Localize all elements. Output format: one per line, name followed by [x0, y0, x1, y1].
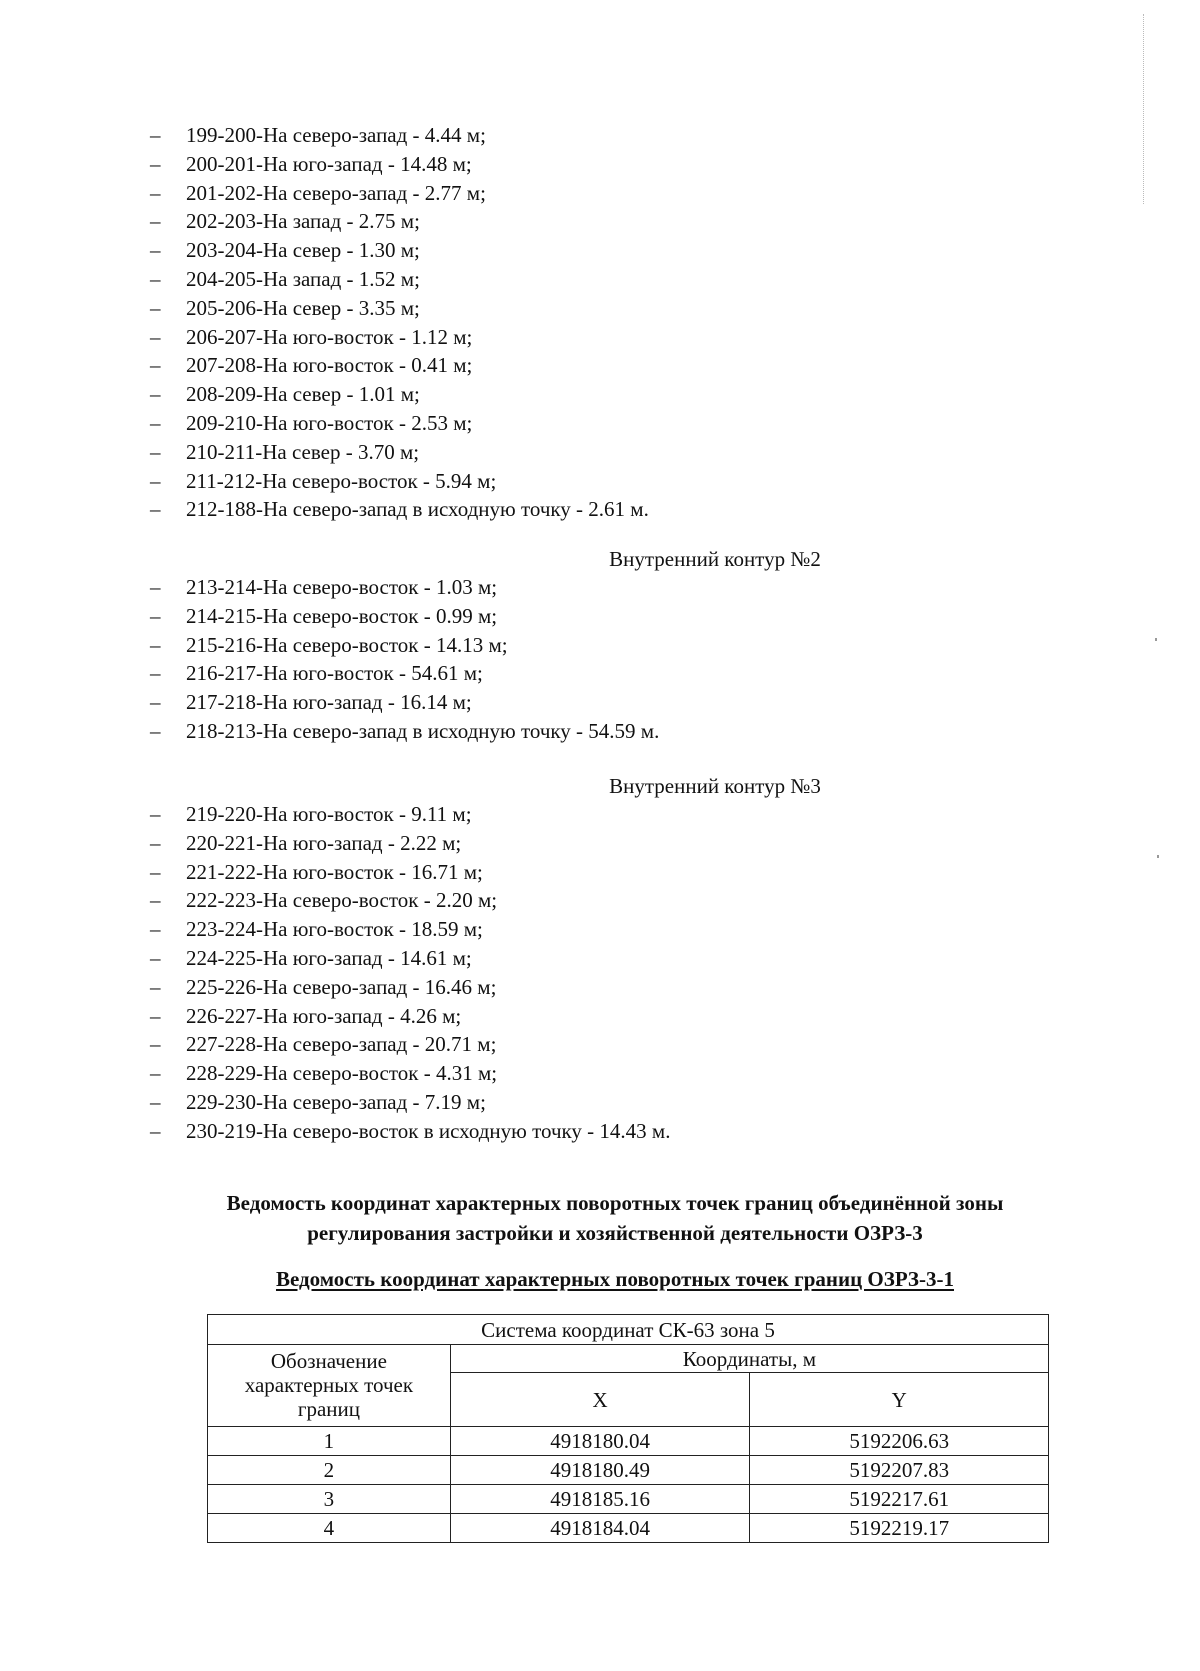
list-dash: – — [150, 439, 161, 464]
list-item-text: 220-221-На юго-запад - 2.22 м; — [186, 830, 462, 855]
list-dash: – — [150, 1061, 161, 1086]
list-item — [150, 573, 950, 602]
list-item — [150, 915, 950, 944]
table-row — [208, 1514, 1049, 1543]
outer-contour-list — [150, 121, 950, 524]
list-item — [150, 351, 950, 380]
list-dash: – — [150, 1118, 161, 1143]
list-dash: – — [150, 575, 161, 599]
scan-margin-artifact — [1139, 14, 1144, 204]
y-value-cell: 5192206.63 — [750, 1427, 1049, 1456]
table-header-row — [208, 1315, 1049, 1345]
contour-2-title: Внутренний контур №2 — [609, 547, 821, 571]
list-dash: – — [150, 888, 161, 913]
list-item — [150, 380, 950, 409]
point-number-cell: 2 — [208, 1456, 451, 1485]
list-item-text: 211-212-На северо-восток - 5.94 м; — [186, 468, 497, 493]
list-dash: – — [150, 410, 161, 435]
list-dash: – — [150, 123, 161, 147]
list-item — [150, 150, 950, 179]
list-dash: – — [150, 859, 161, 884]
contour-2-list — [150, 573, 950, 746]
list-item — [150, 1088, 950, 1117]
contour-3-list — [150, 800, 950, 1146]
list-item-text: 228-229-На северо-восток - 4.31 м; — [186, 1061, 498, 1086]
list-item-text: 222-223-На северо-восток - 2.20 м; — [186, 888, 498, 913]
list-item-text: 204-205-На запад - 1.52 м; — [186, 266, 420, 291]
scan-speck — [1157, 855, 1159, 858]
list-item — [150, 294, 950, 323]
list-item-text: 200-201-На юго-запад - 14.48 м; — [186, 151, 472, 176]
list-item — [150, 688, 950, 717]
y-value-cell: 5192207.83 — [750, 1456, 1049, 1485]
list-item — [150, 602, 950, 631]
list-item — [150, 179, 950, 208]
list-item — [150, 1059, 950, 1088]
list-dash: – — [150, 917, 161, 942]
list-item-text: 227-228-На северо-запад - 20.71 м; — [186, 1032, 497, 1057]
list-dash: – — [150, 238, 161, 263]
section-heading-line-1: Ведомость координат характерных поворотных точек границ объединённой зоны — [226, 1191, 1004, 1215]
list-item — [150, 659, 950, 688]
table-subheading-text: Ведомость координат характерных поворотных точек границ ОЗРЗ-3-1 — [275, 1267, 954, 1291]
list-dash: – — [150, 382, 161, 407]
table-row — [208, 1427, 1049, 1456]
list-item — [150, 886, 950, 915]
y-value-cell: 5192219.17 — [750, 1514, 1049, 1543]
list-dash: – — [150, 497, 161, 522]
list-dash: – — [150, 830, 161, 855]
list-item-text: 215-216-На северо-восток - 14.13 м; — [186, 632, 508, 657]
list-dash: – — [150, 1003, 161, 1028]
list-dash: – — [150, 151, 161, 176]
list-dash: – — [150, 661, 161, 686]
list-item-text: 213-214-На северо-восток - 1.03 м; — [186, 575, 498, 599]
list-item — [150, 265, 950, 294]
list-item-text: 208-209-На север - 1.01 м; — [186, 382, 420, 407]
list-item — [150, 438, 950, 467]
list-item — [150, 207, 950, 236]
list-item — [150, 631, 950, 660]
list-item-text: 205-206-На север - 3.35 м; — [186, 295, 420, 320]
list-dash: – — [150, 468, 161, 493]
list-dash: – — [150, 632, 161, 657]
list-item-text: 214-215-На северо-восток - 0.99 м; — [186, 603, 498, 628]
x-value-cell: 4918180.04 — [450, 1427, 750, 1456]
list-item-text: 201-202-На северо-запад - 2.77 м; — [186, 180, 486, 205]
list-item — [150, 1002, 950, 1031]
list-item-text: 223-224-На юго-восток - 18.59 м; — [186, 917, 483, 942]
y-value-cell: 5192217.61 — [750, 1485, 1049, 1514]
list-item-text: 226-227-На юго-запад - 4.26 м; — [186, 1003, 462, 1028]
list-item-text: 202-203-На запад - 2.75 м; — [186, 209, 420, 234]
points-header-cell: Обозначение характерных точек границ — [208, 1345, 451, 1427]
list-item-text: 217-218-На юго-запад - 16.14 м; — [186, 690, 472, 715]
list-item-text: 224-225-На юго-запад - 14.61 м; — [186, 945, 472, 970]
list-dash: – — [150, 690, 161, 715]
list-dash: – — [150, 974, 161, 999]
list-item — [150, 800, 950, 829]
list-item — [150, 323, 950, 352]
list-dash: – — [150, 718, 161, 743]
list-item — [150, 944, 950, 973]
list-item-text: 206-207-На юго-восток - 1.12 м; — [186, 324, 473, 349]
list-item — [150, 858, 950, 887]
x-value-cell: 4918185.16 — [450, 1485, 750, 1514]
coordinates-table — [207, 1314, 1049, 1543]
list-item-text: 203-204-На север - 1.30 м; — [186, 238, 420, 263]
contour-3-title: Внутренний контур №3 — [609, 774, 821, 798]
y-header-cell: Y — [750, 1373, 1049, 1427]
list-item-text: 229-230-На северо-запад - 7.19 м; — [186, 1089, 486, 1114]
point-number-cell: 3 — [208, 1485, 451, 1514]
list-item-text: 225-226-На северо-запад - 16.46 м; — [186, 974, 497, 999]
scan-speck — [1155, 638, 1157, 641]
list-dash: – — [150, 1032, 161, 1057]
list-item-text: 212-188-На северо-запад в исходную точку - 2.61 м. — [186, 497, 649, 522]
point-number-cell: 1 — [208, 1427, 451, 1456]
list-dash: – — [150, 945, 161, 970]
table-subheading — [150, 1264, 1080, 1294]
point-number-cell: 4 — [208, 1514, 451, 1543]
list-item — [150, 409, 950, 438]
list-item — [150, 495, 950, 524]
list-item-text: 219-220-На юго-восток - 9.11 м; — [186, 802, 472, 826]
list-item — [150, 121, 950, 150]
list-item-text: 221-222-На юго-восток - 16.71 м; — [186, 859, 483, 884]
x-header-cell: X — [450, 1373, 750, 1427]
list-dash: – — [150, 180, 161, 205]
list-dash: – — [150, 802, 161, 826]
coordinate-system-cell: Система координат СК-63 зона 5 — [208, 1315, 1049, 1345]
list-dash: – — [150, 353, 161, 378]
list-dash: – — [150, 603, 161, 628]
list-item — [150, 1030, 950, 1059]
list-item-text: 218-213-На северо-запад в исходную точку - 54.59 м. — [186, 718, 660, 743]
section-heading — [150, 1188, 1080, 1248]
table-row — [208, 1485, 1049, 1514]
list-dash: – — [150, 266, 161, 291]
section-heading-line-2: регулирования застройки и хозяйственной деятельности ОЗРЗ-3 — [307, 1221, 923, 1245]
list-item — [150, 973, 950, 1002]
list-item-text: 230-219-На северо-восток в исходную точку - 14.43 м. — [186, 1118, 671, 1143]
list-item-text: 199-200-На северо-запад - 4.44 м; — [186, 123, 486, 147]
list-item-text: 207-208-На юго-восток - 0.41 м; — [186, 353, 473, 378]
list-item — [150, 467, 950, 496]
list-dash: – — [150, 1089, 161, 1114]
list-dash: – — [150, 324, 161, 349]
list-item — [150, 236, 950, 265]
list-item — [150, 1117, 950, 1146]
list-dash: – — [150, 209, 161, 234]
list-dash: – — [150, 295, 161, 320]
list-item-text: 209-210-На юго-восток - 2.53 м; — [186, 410, 473, 435]
table-row — [208, 1456, 1049, 1485]
x-value-cell: 4918184.04 — [450, 1514, 750, 1543]
list-item-text: 216-217-На юго-восток - 54.61 м; — [186, 661, 483, 686]
x-value-cell: 4918180.49 — [450, 1456, 750, 1485]
list-item — [150, 829, 950, 858]
coordinates-header-cell: Координаты, м — [450, 1345, 1048, 1373]
table-header-row — [208, 1345, 1049, 1373]
list-item — [150, 717, 950, 746]
list-item-text: 210-211-На север - 3.70 м; — [186, 439, 420, 464]
